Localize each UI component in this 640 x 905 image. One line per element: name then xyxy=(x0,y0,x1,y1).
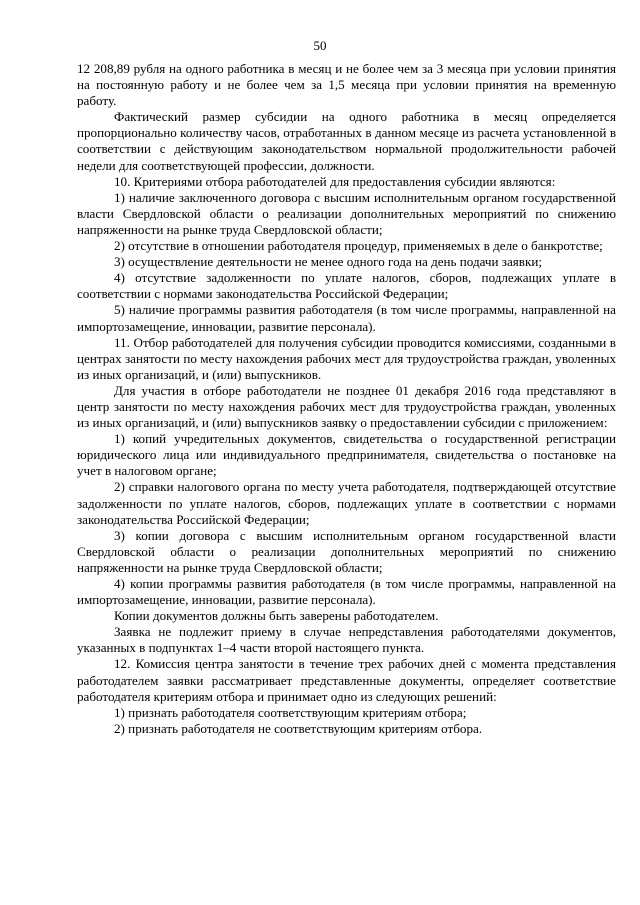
list-item: 3) копии договора с высшим исполнительным органом государственной власти Свердловской области о реализации дополнительных мероприятий по снижению напряженности на рынке труда Свердловской области; xyxy=(77,527,616,575)
paragraph-actual-subsidy: Фактический размер субсидии на одного работника в месяц определяется пропорционально количеству часов, отработанных в данном месяце из расчета установленной в соответствии с действующим законодательством нормальной продолжительности рабочей недели для соответствующей профессии, должности. xyxy=(77,109,616,173)
paragraph-clause-11: 11. Отбор работодателей для получения субсидии проводится комиссиями, созданными в центрах занятости по месту нахождения рабочих мест для трудоустройства граждан, уволенных из иных организаций, и (или) выпускников. xyxy=(77,334,616,382)
list-item: 1) копий учредительных документов, свидетельства о государственной регистрации юридического лица или индивидуального предпринимателя, свидетельства о постановке на учет в налоговом органе; xyxy=(77,431,616,479)
list-item: 4) отсутствие задолженности по уплате налогов, сборов, подлежащих уплате в соответствии с нормами законодательства Российской Федерации; xyxy=(77,270,616,302)
list-item: 4) копии программы развития работодателя (в том числе программы, направленной на импортозамещение, инновации, развитие персонала). xyxy=(77,576,616,608)
list-item: 1) признать работодателя соответствующим критериям отбора; xyxy=(114,704,467,720)
list-item: 3) осуществление деятельности не менее одного года на день подачи заявки; xyxy=(114,254,542,270)
list-item: 1) наличие заключенного договора с высшим исполнительным органом государственной власти Свердловской области о реализации дополнительных мероприятий по снижению напряженности на рынке труда Свердловской области; xyxy=(77,189,616,237)
page-number: 50 xyxy=(313,38,327,53)
list-item: 5) наличие программы развития работодателя (в том числе программы, направленной на импортозамещение, инновации, развитие персонала). xyxy=(77,302,616,334)
list-item: 2) справки налогового органа по месту учета работодателя, подтверждающей отсутствие задолженности по уплате налогов, сборов, подлежащих уплате в соответствии с нормами законодательства Российской Федерации; xyxy=(77,479,616,527)
paragraph-certification: Копии документов должны быть заверены работодателем. xyxy=(114,608,439,624)
paragraph-application: Для участия в отборе работодатели не позднее 01 декабря 2016 года представляют в центр занятости по месту нахождения рабочих мест для трудоустройства граждан, уволенных из иных организаций, и (или) выпускников заявку о предоставлении субсидии с приложением: xyxy=(77,382,616,431)
paragraph-clause-10: 10. Критериями отбора работодателей для предоставления субсидии являются: xyxy=(114,173,556,189)
list-item: 2) отсутствие в отношении работодателя процедур, применяемых в деле о банкротстве; xyxy=(114,238,603,254)
list-item: 2) признать работодателя не соответствующим критериям отбора. xyxy=(114,720,483,736)
paragraph-clause-12: 12. Комиссия центра занятости в течение трех рабочих дней с момента представления работодателем заявки рассматривает представленные документы, определяет соответствие работодателя критериям отбора и принимает одно из следующих решений: xyxy=(77,656,616,704)
paragraph-subsidy-limit: 12 208,89 рубля на одного работника в месяц и не более чем за 3 месяца при условии принятия на постоянную работу и не более чем за 1,5 месяца при условии принятия на временную работу. xyxy=(77,61,616,109)
document-body xyxy=(77,61,616,737)
paragraph-rejection: Заявка не подлежит приему в случае непредставления работодателями документов, указанных в подпунктах 1–4 части второй настоящего пункта. xyxy=(77,624,616,656)
